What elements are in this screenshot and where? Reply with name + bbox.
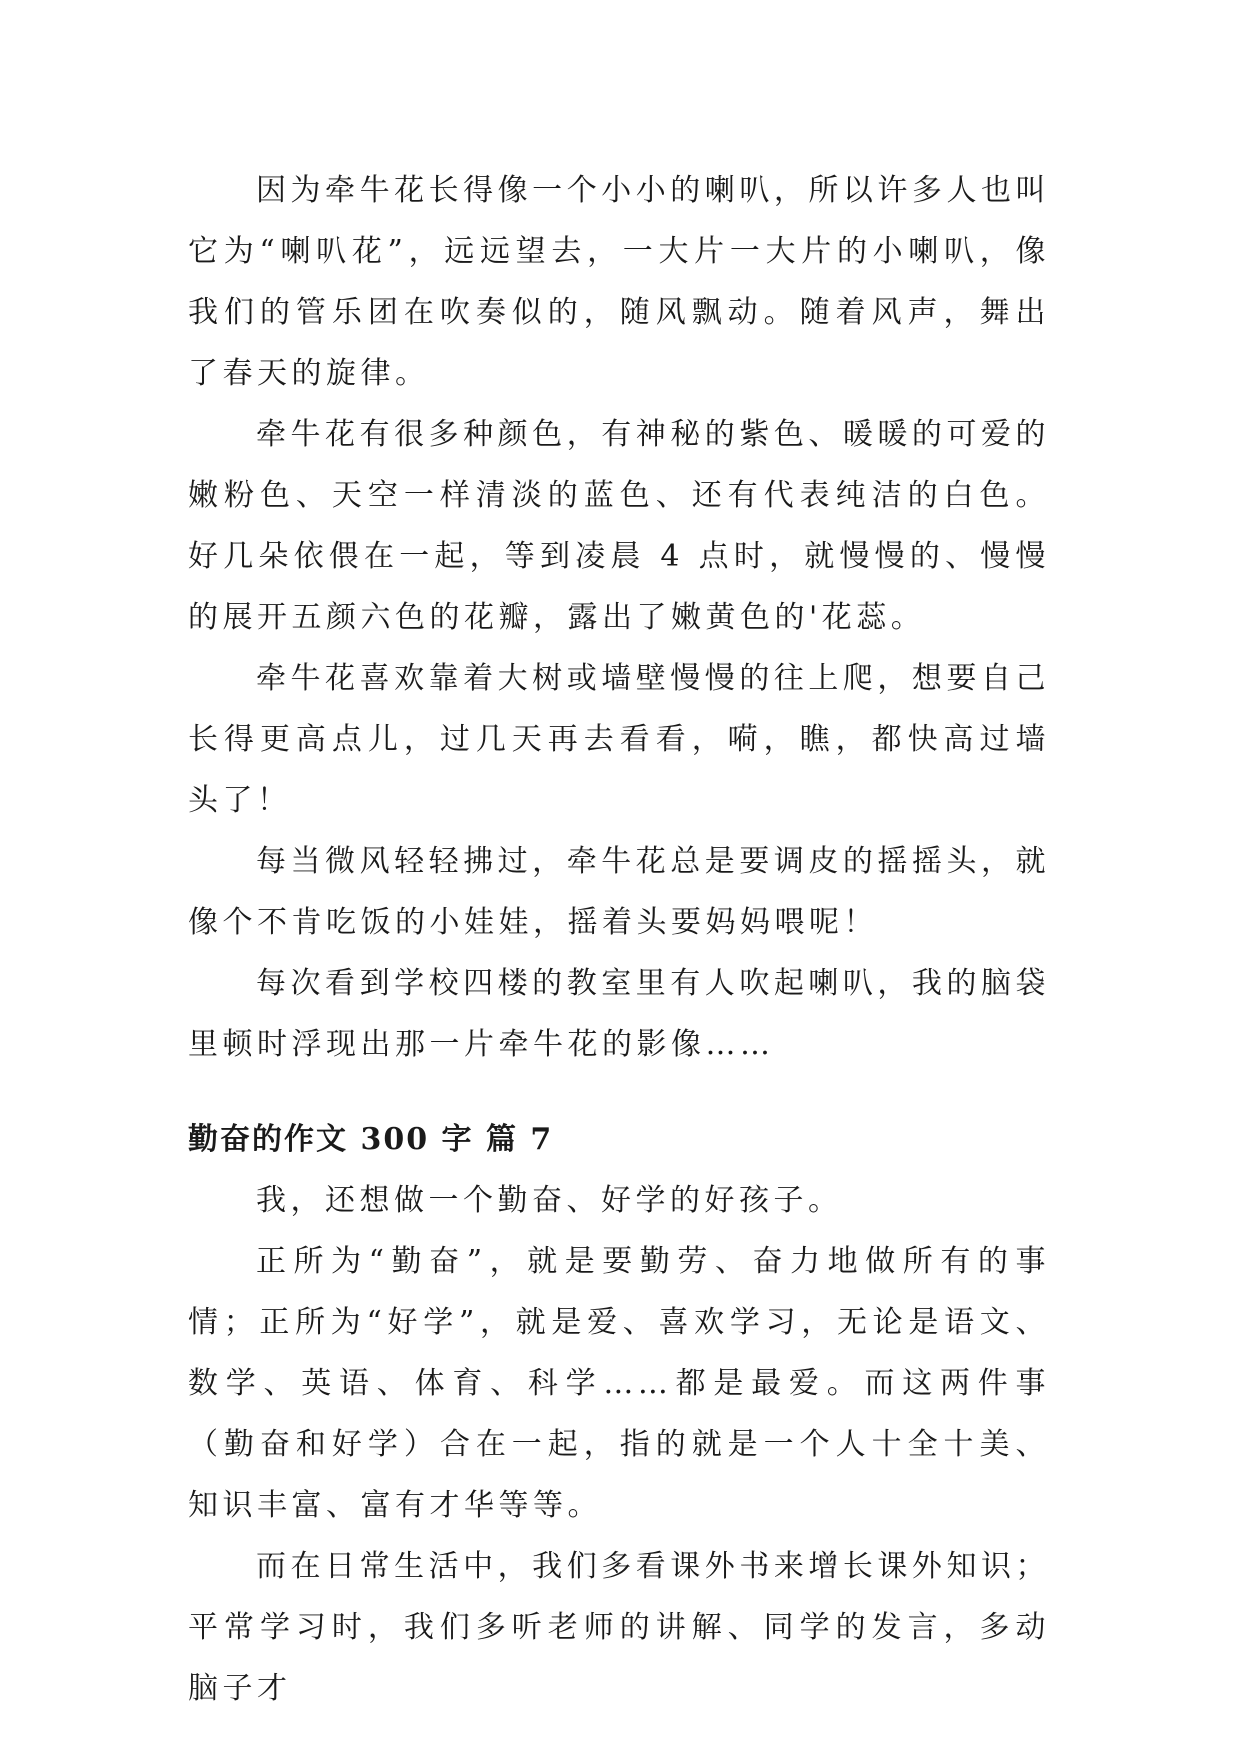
paragraph-diligence-daily-life: 而在日常生活中，我们多看课外书来增长课外知识；平常学习时，我们多听老师的讲解、同学的发言，多动脑子才 [188, 1549, 1050, 1706]
paragraph-diligence-intro: 我，还想做一个勤奋、好学的好孩子。 [256, 1183, 843, 1218]
paragraph-morning-glory-breeze: 每当微风轻轻拂过，牵牛花总是要调皮的摇摇头，就像个不肯吃饭的小娃娃，摇着头要妈妈喂呢！ [188, 844, 1050, 940]
section-heading: 勤奋的作文 300 字 篇 7 [188, 1122, 554, 1157]
paragraph-diligence-meaning: 正所为“勤奋”，就是要勤劳、奋力地做所有的事情；正所为“好学”，就是爱、喜欢学习，无论是语文、数学、英语、体育、科学……都是最爱。而这两件事（勤奋和好学）合在一起，指的就是一个人十全十美、知识丰富、富有才华等等。 [188, 1244, 1050, 1523]
paragraph-morning-glory-memory: 每次看到学校四楼的教室里有人吹起喇叭，我的脑袋里顿时浮现出那一片牵牛花的影像…… [188, 966, 1050, 1062]
paragraph-morning-glory-climbing: 牵牛花喜欢靠着大树或墙壁慢慢的往上爬，想要自己长得更高点儿，过几天再去看看，嗬，瞧，都快高过墙头了！ [188, 661, 1050, 818]
document-page [188, 160, 1050, 1719]
paragraph-morning-glory-trumpet: 因为牵牛花长得像一个小小的喇叭，所以许多人也叫它为“喇叭花”，远远望去，一大片一大片的小喇叭，像我们的管乐团在吹奏似的，随风飘动。随着风声，舞出了春天的旋律。 [188, 173, 1050, 391]
paragraph-morning-glory-colors: 牵牛花有很多种颜色，有神秘的紫色、暖暖的可爱的嫩粉色、天空一样清淡的蓝色、还有代表纯洁的白色。好几朵依偎在一起，等到凌晨 4 点时，就慢慢的、慢慢的展开五颜六色的花瓣，露出了嫩黄色的'花蕊。 [188, 417, 1050, 635]
